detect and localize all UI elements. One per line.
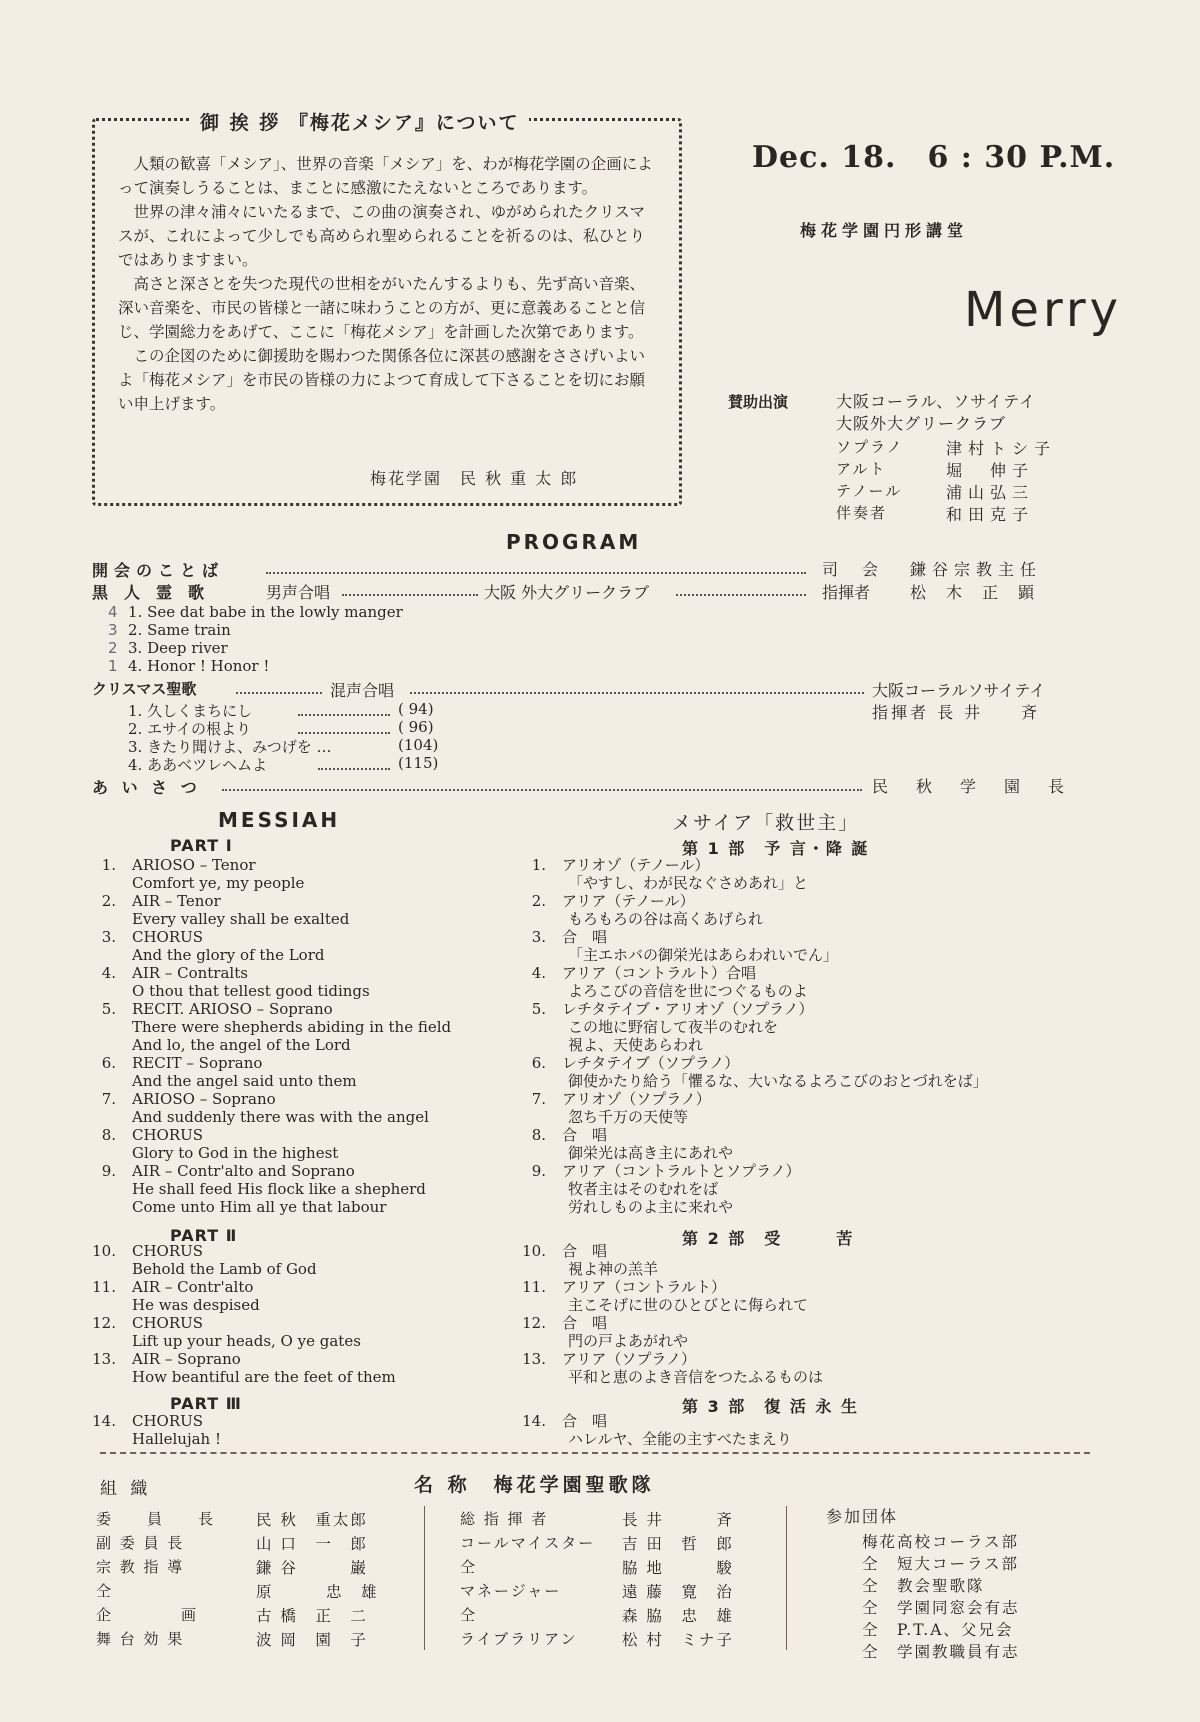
messiah-item-number: 4. (101, 964, 116, 982)
pencil-mark: 2 (108, 639, 118, 657)
divider (424, 1506, 425, 1650)
messiah-item-voice: 合 唱 (562, 1242, 608, 1260)
spiritual-song: 1. See dat babe in the lowly manger (128, 603, 403, 621)
messiah-item-voice: CHORUS (132, 1314, 204, 1332)
messiah-item-voice: レチタテイブ・アリオゾ（ソプラノ） (562, 1000, 814, 1018)
org-member-name: 原 忠 雄 (256, 1583, 379, 1601)
messiah-item-number: 9. (101, 1162, 116, 1180)
opening-role: 司 会 (822, 560, 883, 579)
participating-group: 仝 短大コーラス部 (862, 1555, 1020, 1573)
groups-label: 参加団体 (826, 1507, 899, 1526)
greeting-body (118, 152, 658, 416)
org-role: 副 委 員 長 (96, 1534, 185, 1552)
messiah-item-text: How beantiful are the feet of them (132, 1368, 396, 1386)
messiah-item-number: 2. (101, 892, 116, 910)
divider (100, 1452, 1090, 1454)
performer-name: 和田克子 (946, 505, 1035, 524)
messiah-item-text: Glory to God in the highest (132, 1144, 339, 1162)
participating-group: 仝 学園教職員有志 (862, 1643, 1020, 1661)
dot-leader (298, 732, 390, 734)
carol-song: 3. きたり聞けよ、みつげを … (128, 738, 332, 756)
performer-name: 堀 伸子 (946, 461, 1035, 480)
messiah-item-number: 12. (92, 1314, 116, 1332)
spiritual-song: 3. Deep river (128, 639, 228, 657)
org-role: ライブラリアン (460, 1630, 578, 1648)
org-member-name: 鎌 谷 巌 (256, 1559, 368, 1577)
org-member-name: 民 秋 重太郎 (256, 1511, 368, 1529)
messiah-item-voice: RECIT. ARIOSO – Soprano (132, 1000, 333, 1018)
performer-name: 津村トシ子 (946, 439, 1057, 458)
messiah-item-number: 10. (522, 1242, 546, 1260)
opening-title: 開会のことば (92, 561, 225, 580)
messiah-item-voice: CHORUS (132, 928, 204, 946)
messiah-item-number: 3. (531, 928, 546, 946)
messiah-item-text: Every valley shall be exalted (132, 910, 350, 928)
dot-leader (236, 692, 322, 694)
messiah-item-number: 13. (92, 1350, 116, 1368)
messiah-item-voice: 合 唱 (562, 1412, 608, 1430)
messiah-item-voice: アリア（コントラルトとソプラノ） (562, 1162, 801, 1180)
merry-heading: Merry (964, 282, 1122, 338)
org-member-name: 古 橋 正 二 (256, 1607, 368, 1625)
messiah-item-voice: 合 唱 (562, 1314, 608, 1332)
messiah-item-text: 「やすし、わが民なぐさめあれ」と (568, 874, 809, 892)
org-role: 委 員 長 (96, 1510, 216, 1528)
messiah-item-text: He shall feed His flock like a shepherd (132, 1180, 426, 1198)
messiah-item-voice: ARIOSO – Soprano (132, 1090, 276, 1108)
messiah-item-number: 8. (531, 1126, 546, 1144)
messiah-item-text: 平和と恵のよき音信をつたふるものは (568, 1368, 824, 1386)
messiah-item-voice: AIR – Tenor (132, 892, 221, 910)
messiah-item-number: 7. (531, 1090, 546, 1108)
carol-song: 4. ああベツレヘムよ (128, 756, 268, 774)
messiah-item-number: 5. (101, 1000, 116, 1018)
messiah-item-text: 視よ神の羔羊 (568, 1260, 659, 1278)
messiah-item-number: 10. (92, 1242, 116, 1260)
messiah-item-text: Come unto Him all ye that labour (132, 1198, 387, 1216)
support-label: 賛助出演 (728, 393, 789, 411)
greeting-signature: 梅花学園 民 秋 重 太 郎 (370, 469, 579, 488)
messiah-item-text: And suddenly there was with the angel (132, 1108, 429, 1126)
performer-part: アルト (836, 460, 887, 478)
messiah-item-number: 13. (522, 1350, 546, 1368)
org-member-name: 遠 藤 寛 治 (622, 1583, 734, 1601)
messiah-item-text: Hallelujah ! (132, 1430, 222, 1448)
carols-title: クリスマス聖歌 (92, 680, 197, 698)
messiah-item-text: Comfort ye, my people (132, 874, 305, 892)
org-role: 仝 (460, 1606, 478, 1624)
performer-part: テノール (836, 482, 903, 500)
messiah-item-text: And lo, the angel of the Lord (132, 1036, 351, 1054)
messiah-item-number: 11. (522, 1278, 546, 1296)
event-venue: 梅花学園円形講堂 (800, 221, 969, 240)
spiritual-group: 大阪 外大グリークラブ (484, 583, 650, 602)
carols-group: 大阪コーラルソサイテイ (872, 681, 1046, 700)
carol-song: 1. 久しくまちにし (128, 702, 253, 720)
messiah-item-text: And the glory of the Lord (132, 946, 325, 964)
org-member-name: 松 村 ミナ子 (622, 1631, 734, 1649)
messiah-item-number: 9. (531, 1162, 546, 1180)
messiah-item-text: 御栄光は高き主にあれや (568, 1144, 734, 1162)
event-date: Dec. 18. 6 : 30 P.M. (752, 140, 1116, 175)
messiah-item-text: 門の戸よあがれや (568, 1332, 689, 1350)
support-group: 大阪コーラル、ソサイテイ (836, 392, 1037, 411)
org-role: 仝 (460, 1558, 478, 1576)
choir-name: 名 称 梅花学園聖歌隊 (414, 1474, 655, 1496)
part-heading-jp: 第 1 部 予 言・降 誕 (682, 839, 870, 858)
messiah-item-voice: RECIT – Soprano (132, 1054, 263, 1072)
messiah-item-number: 7. (101, 1090, 116, 1108)
org-role: 企 画 (96, 1606, 199, 1624)
messiah-item-text: 視よ、天使あらわれ (568, 1036, 704, 1054)
messiah-item-number: 5. (531, 1000, 546, 1018)
messiah-item-text: もろもろの谷は高くあげられ (568, 910, 764, 928)
messiah-item-text: O thou that tellest good tidings (132, 982, 370, 1000)
messiah-item-voice: アリオゾ（ソプラノ） (562, 1090, 711, 1108)
dot-leader (342, 594, 478, 596)
greeting-paragraph: この企図のために御援助を賜わつた関係各位に深甚の感謝をささげいよいよ「梅花メシア」を市民の皆様の力によつて育成して下さることを切にお願い申上げます。 (118, 347, 646, 413)
dot-leader (318, 768, 390, 770)
messiah-item-voice: ARIOSO – Tenor (132, 856, 256, 874)
part-heading-en: PART Ⅱ (170, 1226, 238, 1245)
messiah-item-number: 11. (92, 1278, 116, 1296)
opening-person: 鎌谷宗教主任 (910, 560, 1043, 579)
messiah-item-text: 牧者主はそのむれをば (568, 1180, 719, 1198)
messiah-title-jp: メサイア「救世主」 (672, 812, 860, 834)
spiritual-song: 4. Honor ! Honor ! (128, 657, 270, 675)
part-heading-en: PART Ⅰ (170, 836, 233, 855)
carol-song: 2. エサイの根より (128, 720, 252, 738)
carol-number: ( 94) (398, 700, 434, 718)
divider (786, 1506, 787, 1650)
org-role: 総 指 揮 者 (460, 1510, 549, 1528)
messiah-item-text: He was despised (132, 1296, 260, 1314)
part-heading-jp: 第 2 部 受 苦 (682, 1229, 855, 1248)
messiah-item-text: この地に野宿して夜半のむれを (568, 1018, 779, 1036)
messiah-item-voice: AIR – Contralts (132, 964, 248, 982)
messiah-item-voice: CHORUS (132, 1412, 204, 1430)
messiah-item-number: 12. (522, 1314, 546, 1332)
messiah-item-voice: CHORUS (132, 1126, 204, 1144)
messiah-item-number: 14. (522, 1412, 546, 1430)
support-group: 大阪外大グリークラブ (836, 414, 1007, 433)
messiah-item-number: 2. (531, 892, 546, 910)
messiah-item-text: 主こそげに世のひとびとに侮られて (568, 1296, 809, 1314)
carols-role: 指揮者 長 井 斉 (872, 703, 1041, 722)
spiritual-genre: 男声合唱 (266, 583, 331, 602)
messiah-item-voice: アリア（コントラルト）合唱 (562, 964, 756, 982)
org-member-name: 脇 地 駿 (622, 1559, 734, 1577)
messiah-item-number: 6. (531, 1054, 546, 1072)
spiritual-song: 2. Same train (128, 621, 231, 639)
messiah-item-text: 忽ち千万の天使等 (568, 1108, 689, 1126)
part-heading-jp: 第 3 部 復 活 永 生 (682, 1397, 859, 1416)
participating-group: 仝 P.T.A、父兄会 (862, 1621, 1014, 1639)
org-member-name: 山 口 一 郎 (256, 1535, 368, 1553)
closing-title: あ い さ つ (92, 778, 201, 797)
org-role: 舞 台 効 果 (96, 1630, 185, 1648)
org-member-name: 長 井 斉 (622, 1511, 734, 1529)
carol-number: (115) (398, 754, 439, 772)
messiah-item-text: 御使かたり給う「懼るな、大いなるよろこびのおとづれをば」 (568, 1072, 988, 1090)
org-member-name: 森 脇 忠 雄 (622, 1607, 734, 1625)
messiah-item-text: 「主エホバの御栄光はあらわれいでん」 (568, 946, 839, 964)
participating-group: 梅花高校コーラス部 (862, 1533, 1020, 1551)
messiah-item-text: ハレルヤ、全能の主すべたまえり (568, 1430, 792, 1448)
spiritual-role: 指揮者 (822, 583, 871, 602)
messiah-item-number: 3. (101, 928, 116, 946)
messiah-item-voice: アリア（ソプラノ） (562, 1350, 696, 1368)
messiah-item-voice: CHORUS (132, 1242, 204, 1260)
participating-group: 仝 学園同窓会有志 (862, 1599, 1020, 1617)
org-member-name: 吉 田 哲 郎 (622, 1535, 734, 1553)
messiah-item-number: 14. (92, 1412, 116, 1430)
pencil-mark: 4 (108, 603, 118, 621)
dot-leader (410, 692, 864, 694)
performer-name: 浦山弘三 (946, 483, 1035, 502)
messiah-item-number: 1. (101, 856, 116, 874)
spiritual-person: 松 木 正 顕 (910, 583, 1037, 602)
messiah-item-text: Lift up your heads, O ye gates (132, 1332, 361, 1350)
messiah-item-number: 8. (101, 1126, 116, 1144)
greeting-paragraph: 高さと深さとを失つた現代の世相をがいたんするよりも、先ず高い音楽、深い音楽を、市民の皆様と一諸に味わうことの方が、更に意義あることと信じ、学園総力をあげて、ここに「梅花メシア」を計画した次第であります。 (118, 275, 646, 341)
messiah-item-number: 6. (101, 1054, 116, 1072)
greeting-paragraph: 世界の津々浦々にいたるまで、この曲の演奏され、ゆがめられたクリスマスが、これによって少しでも高められ聖められることを祈るのは、私ひとりではありますまい。 (118, 203, 646, 269)
performer-part: 伴奏者 (836, 504, 888, 522)
messiah-item-text: There were shepherds abiding in the field (132, 1018, 452, 1036)
participating-group: 仝 教会聖歌隊 (862, 1577, 985, 1595)
messiah-item-text: 労れしものよ主に来れや (568, 1198, 734, 1216)
carol-number: (104) (398, 736, 439, 754)
pencil-mark: 1 (108, 657, 118, 675)
messiah-item-voice: AIR – Contr'alto and Soprano (132, 1162, 355, 1180)
performer-part: ソプラノ (836, 438, 904, 456)
greeting-title: 御 挨 拶 『梅花メシア』について (190, 108, 529, 135)
messiah-title-en: MESSIAH (218, 808, 341, 832)
messiah-item-voice: アリオゾ（テノール） (562, 856, 710, 874)
org-member-name: 波 岡 園 子 (256, 1631, 368, 1649)
program-heading: PROGRAM (506, 530, 642, 554)
dot-leader (266, 572, 806, 574)
messiah-item-voice: 合 唱 (562, 1126, 608, 1144)
org-role: 仝 (96, 1582, 114, 1600)
spiritual-title: 黒 人 霊 歌 (92, 583, 205, 602)
greeting-paragraph: 人類の歓喜「メシア」、世界の音楽「メシア」を、わが梅花学園の企画によって演奏しうることは、まことに感激にたえないところであります。 (118, 155, 653, 197)
messiah-item-text: よろこびの音信を世につぐるものよ (568, 982, 808, 1000)
org-role: コールマイスター (460, 1534, 596, 1552)
org-role: 宗 教 指 導 (96, 1558, 185, 1576)
carols-genre: 混声合唱 (330, 681, 395, 700)
org-role: マネージャー (460, 1582, 562, 1600)
closing-person: 民 秋 学 園 長 (872, 777, 1071, 796)
dot-leader (298, 714, 390, 716)
pencil-mark: 3 (108, 621, 118, 639)
messiah-item-voice: アリア（テノール） (562, 892, 695, 910)
messiah-item-voice: AIR – Soprano (132, 1350, 241, 1368)
part-heading-en: PART Ⅲ (170, 1394, 242, 1413)
messiah-item-voice: レチタテイブ（ソプラノ） (562, 1054, 740, 1072)
messiah-item-voice: 合 唱 (562, 928, 608, 946)
messiah-item-voice: アリア（コントラルト） (562, 1278, 726, 1296)
carol-number: ( 96) (398, 718, 434, 736)
organization-label: 組 織 (100, 1479, 152, 1499)
dot-leader (222, 789, 862, 791)
messiah-item-number: 4. (531, 964, 546, 982)
dot-leader (676, 594, 806, 596)
messiah-item-text: And the angel said unto them (132, 1072, 357, 1090)
messiah-item-text: Behold the Lamb of God (132, 1260, 317, 1278)
messiah-item-voice: AIR – Contr'alto (132, 1278, 254, 1296)
messiah-item-number: 1. (531, 856, 546, 874)
